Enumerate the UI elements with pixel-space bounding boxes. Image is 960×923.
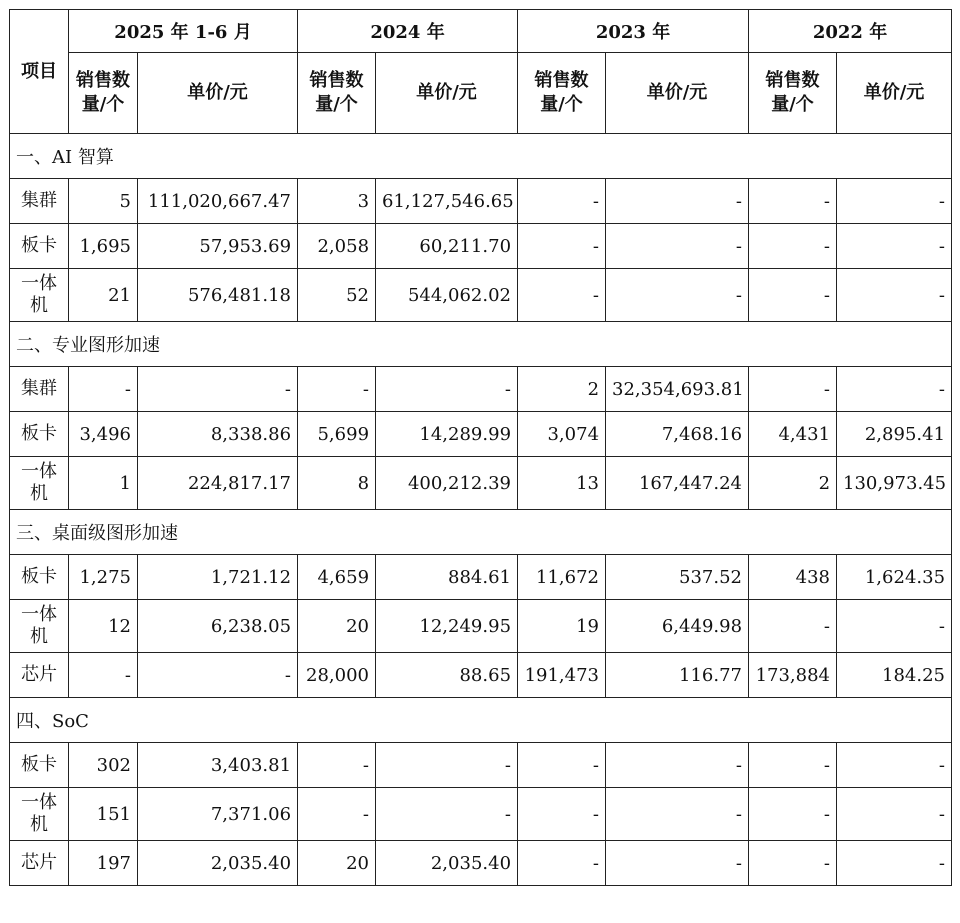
price-header: 单价/元 [606, 53, 749, 134]
cell: - [518, 841, 606, 886]
table-row [10, 600, 952, 653]
row-label: 芯片 [10, 841, 69, 886]
cell: 2,895.41 [837, 412, 952, 457]
cell: - [837, 367, 952, 412]
cell: 4,431 [749, 412, 837, 457]
cell: 2 [518, 367, 606, 412]
cell: 167,447.24 [606, 457, 749, 510]
cell: - [376, 743, 518, 788]
cell: - [376, 788, 518, 841]
cell: - [606, 179, 749, 224]
item-header: 项目 [10, 10, 69, 134]
sales-price-table [9, 9, 952, 886]
cell: - [518, 788, 606, 841]
period-header: 2022 年 [749, 10, 952, 53]
cell: - [837, 600, 952, 653]
table-row [10, 412, 952, 457]
cell: 5,699 [298, 412, 376, 457]
qty-header: 销售数量/个 [298, 53, 376, 134]
cell: 12,249.95 [376, 600, 518, 653]
cell: 8 [298, 457, 376, 510]
cell: 4,659 [298, 555, 376, 600]
cell: 1,624.35 [837, 555, 952, 600]
table-row [10, 269, 952, 322]
cell: - [837, 788, 952, 841]
cell: - [518, 743, 606, 788]
cell: 1,695 [69, 224, 138, 269]
qty-header: 销售数量/个 [69, 53, 138, 134]
cell: 537.52 [606, 555, 749, 600]
cell: 20 [298, 841, 376, 886]
cell: - [749, 600, 837, 653]
cell: 6,238.05 [138, 600, 298, 653]
row-label: 板卡 [10, 224, 69, 269]
cell: 21 [69, 269, 138, 322]
cell: 28,000 [298, 653, 376, 698]
cell: - [837, 179, 952, 224]
cell: 7,468.16 [606, 412, 749, 457]
row-label: 集群 [10, 367, 69, 412]
cell: 11,672 [518, 555, 606, 600]
cell: - [298, 743, 376, 788]
price-header: 单价/元 [376, 53, 518, 134]
row-label: 板卡 [10, 743, 69, 788]
cell: 173,884 [749, 653, 837, 698]
table-row [10, 457, 952, 510]
cell: - [69, 367, 138, 412]
category-title: 三、桌面级图形加速 [10, 510, 952, 555]
cell: 61,127,546.65 [376, 179, 518, 224]
cell: 52 [298, 269, 376, 322]
cell: - [69, 653, 138, 698]
cell: - [837, 743, 952, 788]
cell: 6,449.98 [606, 600, 749, 653]
cell: 576,481.18 [138, 269, 298, 322]
table-row [10, 743, 952, 788]
cell: - [606, 788, 749, 841]
row-label: 芯片 [10, 653, 69, 698]
table-row [10, 367, 952, 412]
cell: 3,403.81 [138, 743, 298, 788]
cell: - [376, 367, 518, 412]
cell: 191,473 [518, 653, 606, 698]
cell: 1,721.12 [138, 555, 298, 600]
cell: 2,035.40 [376, 841, 518, 886]
cell: 544,062.02 [376, 269, 518, 322]
category-row [10, 510, 952, 555]
category-title: 一、AI 智算 [10, 134, 952, 179]
cell: 8,338.86 [138, 412, 298, 457]
row-label: 板卡 [10, 555, 69, 600]
cell: 60,211.70 [376, 224, 518, 269]
cell: - [749, 179, 837, 224]
cell: 88.65 [376, 653, 518, 698]
period-header: 2023 年 [518, 10, 749, 53]
category-row [10, 134, 952, 179]
cell: - [606, 269, 749, 322]
cell: 3,074 [518, 412, 606, 457]
cell: 224,817.17 [138, 457, 298, 510]
category-row [10, 322, 952, 367]
row-label: 板卡 [10, 412, 69, 457]
price-header: 单价/元 [138, 53, 298, 134]
cell: 302 [69, 743, 138, 788]
cell: - [749, 367, 837, 412]
period-header: 2024 年 [298, 10, 518, 53]
cell: 13 [518, 457, 606, 510]
cell: - [837, 269, 952, 322]
cell: - [749, 841, 837, 886]
cell: - [518, 224, 606, 269]
cell: - [138, 653, 298, 698]
cell: 12 [69, 600, 138, 653]
row-label: 集群 [10, 179, 69, 224]
cell: - [138, 367, 298, 412]
cell: 2,035.40 [138, 841, 298, 886]
cell: - [298, 788, 376, 841]
cell: - [518, 179, 606, 224]
cell: 116.77 [606, 653, 749, 698]
cell: 20 [298, 600, 376, 653]
price-header: 单价/元 [837, 53, 952, 134]
table-row [10, 788, 952, 841]
cell: 14,289.99 [376, 412, 518, 457]
cell: 19 [518, 600, 606, 653]
row-label: 一体机 [10, 788, 69, 841]
cell: - [749, 269, 837, 322]
cell: 2 [749, 457, 837, 510]
cell: - [606, 841, 749, 886]
cell: 1,275 [69, 555, 138, 600]
table-row [10, 179, 952, 224]
table-row [10, 653, 952, 698]
cell: 3 [298, 179, 376, 224]
cell: 3,496 [69, 412, 138, 457]
cell: 1 [69, 457, 138, 510]
qty-header: 销售数量/个 [518, 53, 606, 134]
table-row [10, 224, 952, 269]
category-title: 四、SoC [10, 698, 952, 743]
row-label: 一体机 [10, 269, 69, 322]
cell: 151 [69, 788, 138, 841]
cell: 5 [69, 179, 138, 224]
cell: 32,354,693.81 [606, 367, 749, 412]
cell: 57,953.69 [138, 224, 298, 269]
cell: 438 [749, 555, 837, 600]
category-title: 二、专业图形加速 [10, 322, 952, 367]
cell: 2,058 [298, 224, 376, 269]
cell: - [749, 224, 837, 269]
cell: - [606, 224, 749, 269]
cell: - [749, 788, 837, 841]
cell: - [606, 743, 749, 788]
cell: 197 [69, 841, 138, 886]
cell: - [749, 743, 837, 788]
qty-header: 销售数量/个 [749, 53, 837, 134]
cell: 130,973.45 [837, 457, 952, 510]
period-header: 2025 年 1-6 月 [69, 10, 298, 53]
cell: - [837, 224, 952, 269]
cell: 184.25 [837, 653, 952, 698]
row-label: 一体机 [10, 457, 69, 510]
cell: 7,371.06 [138, 788, 298, 841]
cell: - [298, 367, 376, 412]
table-row [10, 841, 952, 886]
category-row [10, 698, 952, 743]
table-row [10, 555, 952, 600]
cell: 400,212.39 [376, 457, 518, 510]
cell: 884.61 [376, 555, 518, 600]
cell: 111,020,667.47 [138, 179, 298, 224]
cell: - [518, 269, 606, 322]
row-label: 一体机 [10, 600, 69, 653]
cell: - [837, 841, 952, 886]
